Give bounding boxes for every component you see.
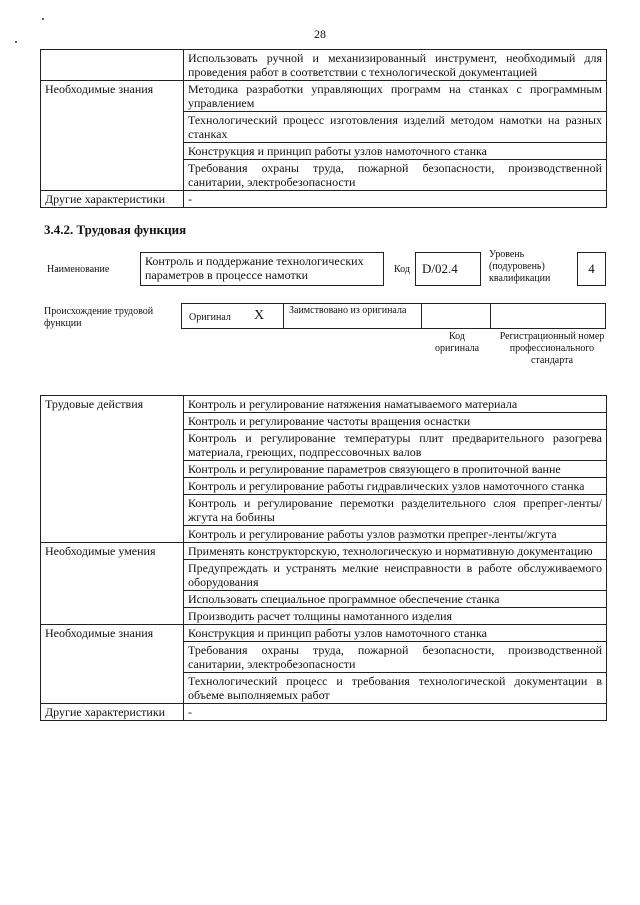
row-item: Технологический процесс и требования технологической документации в объеме выполняемых работ xyxy=(184,673,607,704)
group-label: Необходимые умения xyxy=(41,543,184,625)
row-item: Контроль и регулирование натяжения наматываемого материала xyxy=(184,396,607,413)
row-item: Контроль и регулирование перемотки разделительного слоя препрег-ленты/жгута на бобины xyxy=(184,495,607,526)
row-item: - xyxy=(184,704,607,721)
group-label: Другие характеристики xyxy=(41,704,184,721)
row-item: Требования охраны труда, пожарной безопасности, производственной санитарии, электробезопасности xyxy=(184,642,607,673)
row-item: Методика разработки управляющих программ на станках с программным управлением xyxy=(184,81,607,112)
reg-number-caption: Регистрационный номер профессионального стандарта xyxy=(499,331,605,366)
original-label: Оригинал xyxy=(189,312,231,323)
group-label: Трудовые действия xyxy=(41,396,184,543)
row-item: Контроль и регулирование параметров связующего в пропиточной ванне xyxy=(184,461,607,478)
group-label: Необходимые знания xyxy=(41,625,184,704)
origin-divider xyxy=(421,304,422,328)
scan-speck xyxy=(42,18,44,20)
qualification-level: 4 xyxy=(588,261,595,276)
row-item: Конструкция и принцип работы узлов намоточного станка xyxy=(184,143,607,160)
row-label: Необходимые знания xyxy=(41,81,184,191)
borrowed-label: Заимствовано из оригинала xyxy=(289,305,407,316)
row-item: Предупреждать и устранять мелкие неисправности в работе обслуживаемого оборудования xyxy=(184,560,607,591)
section-title: 3.4.2. Трудовая функция xyxy=(44,222,187,237)
name-value-box xyxy=(140,252,384,286)
code-value-box xyxy=(415,252,481,286)
table-row xyxy=(41,50,607,81)
page-number: 28 xyxy=(314,27,326,41)
origin-divider xyxy=(490,304,491,328)
row-item: Технологический процесс изготовления изделий методом намотки на разных станках xyxy=(184,112,607,143)
table-row xyxy=(41,396,607,413)
row-item: Конструкция и принцип работы узлов намоточного станка xyxy=(184,625,607,642)
table-row xyxy=(41,625,607,642)
table-row xyxy=(41,704,607,721)
row-label: Другие характеристики xyxy=(41,191,184,208)
row-item: Применять конструкторскую, технологическую и нормативную документацию xyxy=(184,543,607,560)
table-row xyxy=(41,191,607,208)
table-row xyxy=(41,81,607,112)
origin-label: Происхождение трудовой функции xyxy=(44,306,154,329)
row-item: Контроль и регулирование температуры плит предварительного разогрева материала, греющих, подпрессовочных валов xyxy=(184,430,607,461)
level-value-box xyxy=(577,252,606,286)
function-name: Контроль и поддержание технологических параметров в процессе намотки xyxy=(145,254,364,282)
code-original-caption: Код оригинала xyxy=(434,331,480,354)
name-label: Наименование xyxy=(47,264,110,275)
row-item: Контроль и регулирование работы узлов размотки препрег-ленты/жгута xyxy=(184,526,607,543)
row-item: Производить расчет толщины намотанного изделия xyxy=(184,608,607,625)
row-item: Использовать ручной и механизированный инструмент, необходимый для проведения работ в соответствии с технологической документацией xyxy=(184,50,607,81)
table-labor-function xyxy=(40,395,607,721)
table-requirements-top xyxy=(40,49,607,208)
row-item: Требования охраны труда, пожарной безопасности, производственной санитарии, электробезопасности xyxy=(184,160,607,191)
row-label xyxy=(41,50,184,81)
row-item: Контроль и регулирование работы гидравлических узлов намоточного станка xyxy=(184,478,607,495)
level-label: Уровень (подуровень) квалификации xyxy=(489,249,551,284)
origin-box xyxy=(181,303,606,329)
original-mark: X xyxy=(254,308,265,323)
row-item: Использовать специальное программное обеспечение станка xyxy=(184,591,607,608)
code-label: Код xyxy=(394,264,410,275)
table-row xyxy=(41,543,607,560)
row-item: - xyxy=(184,191,607,208)
row-item: Контроль и регулирование частоты вращения оснастки xyxy=(184,413,607,430)
origin-divider xyxy=(283,304,284,328)
function-code: D/02.4 xyxy=(422,261,458,276)
